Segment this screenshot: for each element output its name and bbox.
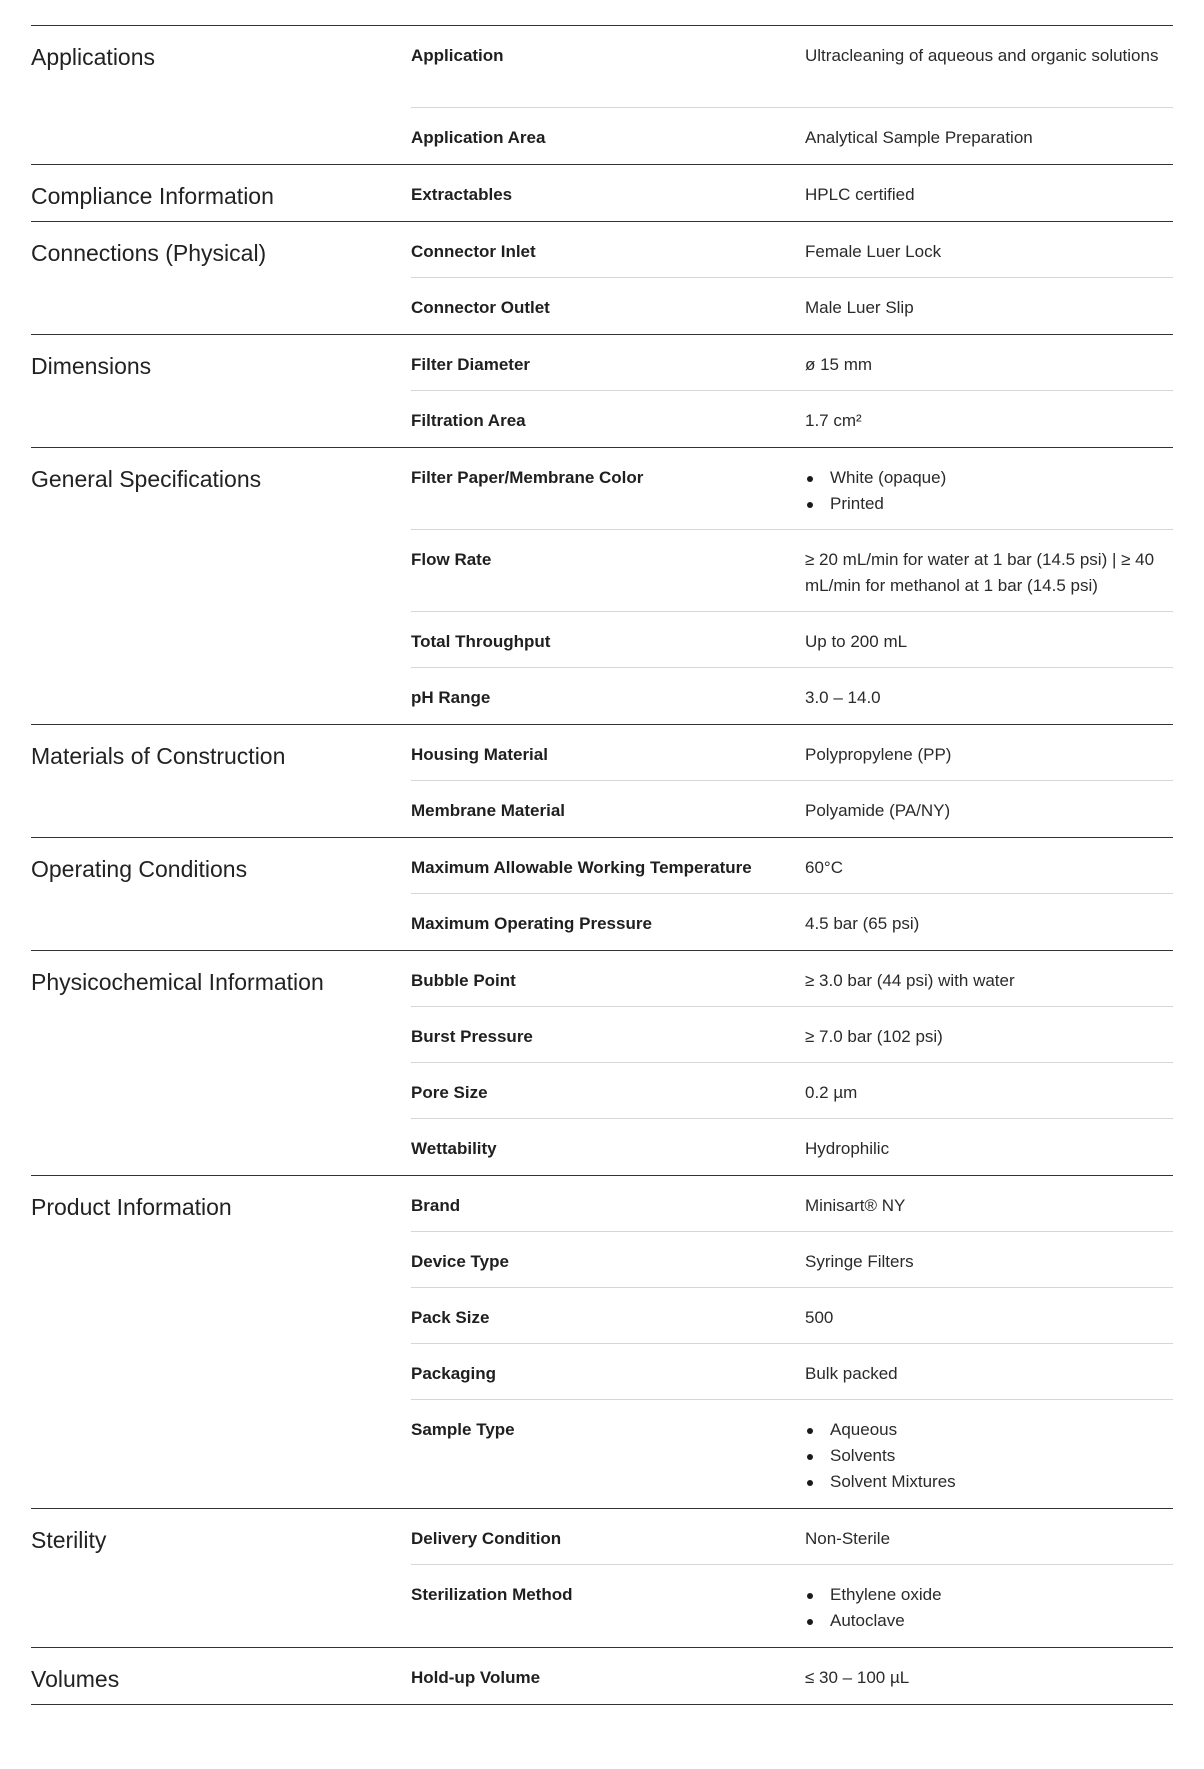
spec-label: Device Type — [411, 1252, 509, 1271]
spec-rows — [411, 26, 1173, 164]
spec-value-list-item: Aqueous — [805, 1417, 1167, 1443]
spec-row — [411, 391, 1173, 447]
spec-value-list — [805, 1582, 1167, 1634]
spec-row — [411, 222, 1173, 278]
spec-value: Male Luer Slip — [805, 298, 914, 317]
spec-label: Pore Size — [411, 1083, 488, 1102]
spec-row — [411, 165, 1173, 221]
spec-label: Connector Outlet — [411, 298, 550, 317]
spec-rows — [411, 222, 1173, 334]
spec-row — [411, 335, 1173, 391]
spec-value: Non-Sterile — [805, 1529, 891, 1548]
spec-value: HPLC certified — [805, 185, 915, 204]
spec-row — [411, 781, 1173, 837]
spec-group-title: Dimensions — [31, 353, 152, 379]
spec-row — [411, 612, 1173, 668]
spec-value-list-item: Solvents — [805, 1443, 1167, 1469]
spec-value: 1.7 cm² — [805, 411, 862, 430]
spec-label: pH Range — [411, 688, 491, 707]
spec-group — [31, 222, 1173, 335]
spec-group-title: Materials of Construction — [31, 743, 286, 769]
spec-value: Minisart® NY — [805, 1196, 906, 1215]
spec-label: Filter Paper/Membrane Color — [411, 468, 644, 487]
spec-value: Syringe Filters — [805, 1252, 914, 1271]
spec-value — [805, 448, 1173, 529]
spec-value: Female Luer Lock — [805, 242, 942, 261]
spec-group-title: Physicochemical Information — [31, 969, 324, 995]
spec-group-title: General Specifications — [31, 466, 262, 492]
spec-value: ø 15 mm — [805, 355, 873, 374]
spec-row — [411, 1119, 1173, 1175]
specifications-table — [31, 25, 1173, 1705]
spec-value: Hydrophilic — [805, 1139, 890, 1158]
spec-value-list-item: Printed — [805, 491, 1167, 517]
spec-label: Delivery Condition — [411, 1529, 562, 1548]
spec-group-title: Applications — [31, 44, 156, 70]
spec-rows — [411, 165, 1173, 221]
spec-label: Flow Rate — [411, 550, 492, 569]
spec-row — [411, 725, 1173, 781]
spec-rows — [411, 725, 1173, 837]
spec-rows — [411, 335, 1173, 447]
spec-group-title: Volumes — [31, 1666, 120, 1692]
spec-value: Polyamide (PA/NY) — [805, 801, 951, 820]
spec-row — [411, 1565, 1173, 1647]
spec-value: Up to 200 mL — [805, 632, 908, 651]
spec-value: ≤ 30 – 100 µL — [805, 1668, 910, 1687]
spec-label: Connector Inlet — [411, 242, 536, 261]
spec-group — [31, 26, 1173, 165]
spec-label: Wettability — [411, 1139, 497, 1158]
spec-label: Hold-up Volume — [411, 1668, 541, 1687]
spec-label: Maximum Allowable Working Temperature — [411, 858, 752, 877]
spec-value: 0.2 µm — [805, 1083, 858, 1102]
spec-row — [411, 1509, 1173, 1565]
spec-row — [411, 951, 1173, 1007]
spec-group — [31, 1509, 1173, 1648]
spec-row — [411, 448, 1173, 530]
spec-rows — [411, 1509, 1173, 1647]
spec-row — [411, 1007, 1173, 1063]
spec-row — [411, 1232, 1173, 1288]
spec-value-list-item: Autoclave — [805, 1608, 1167, 1634]
spec-group — [31, 448, 1173, 725]
spec-value: 60°C — [805, 858, 843, 877]
spec-label: Application Area — [411, 128, 546, 147]
spec-group — [31, 1648, 1173, 1705]
spec-group-title: Product Information — [31, 1194, 232, 1220]
spec-rows — [411, 838, 1173, 950]
spec-row — [411, 1176, 1173, 1232]
spec-label: Total Throughput — [411, 632, 551, 651]
spec-row — [411, 1288, 1173, 1344]
spec-group — [31, 951, 1173, 1176]
spec-label: Bubble Point — [411, 971, 516, 990]
spec-value: Bulk packed — [805, 1364, 898, 1383]
spec-row — [411, 26, 1173, 108]
spec-value: 4.5 bar (65 psi) — [805, 914, 920, 933]
spec-label: Brand — [411, 1196, 461, 1215]
spec-label: Membrane Material — [411, 801, 565, 820]
spec-label: Application — [411, 46, 504, 65]
spec-row — [411, 668, 1173, 724]
spec-value: 500 — [805, 1308, 834, 1327]
spec-value: Ultracleaning of aqueous and organic solutions — [805, 46, 1159, 65]
spec-label: Filter Diameter — [411, 355, 531, 374]
spec-group — [31, 725, 1173, 838]
spec-label: Packaging — [411, 1364, 497, 1383]
spec-row — [411, 894, 1173, 950]
spec-value: 3.0 – 14.0 — [805, 688, 881, 707]
spec-group — [31, 335, 1173, 448]
spec-value-list-item: Ethylene oxide — [805, 1582, 1167, 1608]
spec-group-title: Compliance Information — [31, 183, 274, 209]
spec-value-list-item: Solvent Mixtures — [805, 1469, 1167, 1495]
spec-value: ≥ 7.0 bar (102 psi) — [805, 1027, 943, 1046]
spec-value-list-item: White (opaque) — [805, 465, 1167, 491]
spec-group-title: Connections (Physical) — [31, 240, 267, 266]
spec-group — [31, 165, 1173, 222]
spec-row — [411, 108, 1173, 164]
spec-label: Pack Size — [411, 1308, 490, 1327]
spec-label: Sterilization Method — [411, 1585, 573, 1604]
spec-label: Maximum Operating Pressure — [411, 914, 652, 933]
spec-row — [411, 1344, 1173, 1400]
spec-label: Filtration Area — [411, 411, 526, 430]
spec-row — [411, 1648, 1173, 1704]
spec-label: Burst Pressure — [411, 1027, 533, 1046]
spec-value: ≥ 3.0 bar (44 psi) with water — [805, 971, 1015, 990]
spec-label: Sample Type — [411, 1420, 515, 1439]
spec-group-title: Sterility — [31, 1527, 107, 1553]
spec-value-list — [805, 465, 1167, 517]
spec-value-list — [805, 1417, 1167, 1495]
spec-row — [411, 1063, 1173, 1119]
spec-rows — [411, 951, 1173, 1175]
spec-group-title: Operating Conditions — [31, 856, 248, 882]
spec-value: Analytical Sample Preparation — [805, 128, 1033, 147]
spec-row — [411, 1400, 1173, 1508]
spec-value — [805, 1400, 1173, 1508]
spec-group — [31, 1176, 1173, 1509]
spec-rows — [411, 1648, 1173, 1704]
spec-value — [805, 1565, 1173, 1647]
spec-value: ≥ 20 mL/min for water at 1 bar (14.5 psi) | ≥ 40 mL/min for methanol at 1 bar (14.5 psi) — [805, 550, 1155, 595]
spec-label: Housing Material — [411, 745, 548, 764]
spec-group — [31, 838, 1173, 951]
spec-row — [411, 838, 1173, 894]
spec-value: Polypropylene (PP) — [805, 745, 952, 764]
spec-label: Extractables — [411, 185, 513, 204]
spec-rows — [411, 448, 1173, 724]
spec-row — [411, 530, 1173, 612]
spec-row — [411, 278, 1173, 334]
spec-rows — [411, 1176, 1173, 1508]
